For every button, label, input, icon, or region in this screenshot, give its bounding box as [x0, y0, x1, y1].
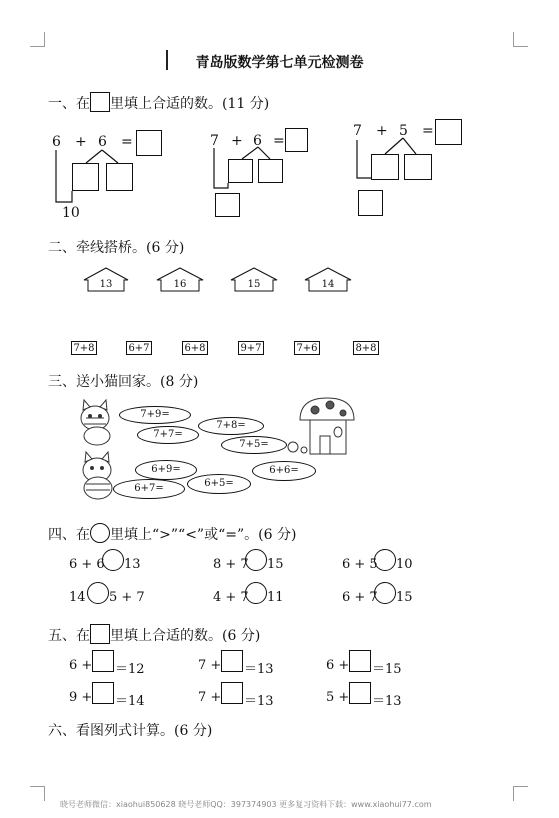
cmp-1-circle[interactable]	[102, 549, 124, 571]
cmp-5-circle[interactable]	[245, 582, 267, 604]
heading-box-icon	[90, 624, 110, 644]
section-5-heading	[48, 624, 260, 645]
cmp-5-right: 11	[267, 590, 284, 605]
fill-1-left: 6 +	[69, 658, 93, 673]
fill-4-box[interactable]	[92, 682, 114, 704]
cmp-5-left: 4 + 7	[213, 590, 249, 605]
section-4-post: 里填上“>”“<”或“=”。(6 分)	[110, 527, 297, 543]
p1-addend-a: 6	[52, 134, 61, 150]
section-1-post: 里填上合适的数。(11 分)	[110, 96, 270, 112]
p2-equals: =	[273, 133, 285, 149]
p3-addend-b: 5	[399, 123, 408, 139]
fill-4-left: 9 +	[69, 690, 93, 705]
page-title: 青岛版数学第七单元检测卷	[195, 55, 364, 71]
cat-2-icon	[83, 452, 112, 499]
section-6-heading: 六、看图列式计算。(6 分)	[48, 723, 213, 739]
fill-2-box[interactable]	[221, 650, 243, 672]
eq-7plus9[interactable]: 7+9=	[119, 406, 191, 424]
house-label-15: 15	[247, 279, 261, 290]
house-label-13: 13	[99, 279, 113, 290]
fill-3-right: ＝15	[372, 662, 402, 677]
mushroom-house-icon	[288, 398, 354, 454]
p1-plus: +	[75, 134, 87, 150]
p3-equals: =	[422, 123, 434, 139]
section-3-heading: 三、送小猫回家。(8 分)	[48, 374, 199, 390]
fill-3-box[interactable]	[349, 650, 371, 672]
p2-plus: +	[231, 133, 243, 149]
eq-7plus7[interactable]: 7+7=	[137, 426, 199, 444]
cmp-4-circle[interactable]	[87, 582, 109, 604]
eq-6plus9[interactable]: 6+9=	[135, 460, 197, 480]
eq-7plus8[interactable]: 7+8=	[198, 417, 264, 435]
section-1-pre: 一、在	[48, 96, 90, 112]
cmp-3-right: 10	[396, 557, 413, 572]
fill-5-right: ＝13	[244, 694, 274, 709]
card-6plus8[interactable]: 6+8	[182, 341, 208, 355]
section-4-pre: 四、在	[48, 527, 90, 543]
cmp-4-left: 14	[69, 590, 86, 605]
footer-note: 晓号老师微信：xiaohui850628 晓号老师QQ：397374903 更多复习资料下载：www.xiaohui77.com	[60, 800, 432, 809]
fill-6-box[interactable]	[349, 682, 371, 704]
card-6plus7[interactable]: 6+7	[126, 341, 152, 355]
p1-addend-b: 6	[98, 134, 107, 150]
p3-addend-a: 7	[353, 123, 362, 139]
p3-plus: +	[376, 123, 388, 139]
fill-5-left: 7 +	[198, 690, 222, 705]
cat-1-icon	[81, 400, 110, 445]
cmp-3-circle[interactable]	[374, 549, 396, 571]
fill-5-box[interactable]	[221, 682, 243, 704]
cmp-1-right: 13	[124, 557, 141, 572]
eq-6plus7[interactable]: 6+7=	[113, 479, 185, 499]
house-label-16: 16	[173, 279, 187, 290]
eq-6plus5[interactable]: 6+5=	[187, 474, 251, 494]
section-5-pre: 五、在	[48, 628, 90, 644]
p1-partial-sum: 10	[62, 205, 80, 221]
fill-1-right: ＝12	[115, 662, 145, 677]
card-7plus8[interactable]: 7+8	[71, 341, 97, 355]
cmp-2-left: 8 + 7	[213, 557, 249, 572]
cmp-1-left: 6 + 6	[69, 557, 105, 572]
eq-7plus5[interactable]: 7+5=	[221, 436, 287, 454]
card-7plus6[interactable]: 7+6	[294, 341, 320, 355]
section-4-heading	[48, 523, 296, 544]
section-2-heading: 二、牵线搭桥。(6 分)	[48, 240, 185, 256]
cmp-2-right: 15	[267, 557, 284, 572]
section-5-post: 里填上合适的数。(6 分)	[110, 628, 261, 644]
house-label-14: 14	[321, 279, 335, 290]
fill-1-box[interactable]	[92, 650, 114, 672]
eq-6plus6[interactable]: 6+6=	[252, 461, 316, 481]
cmp-6-right: 15	[396, 590, 413, 605]
cmp-3-left: 6 + 5	[342, 557, 378, 572]
cmp-4-right: 5 + 7	[109, 590, 145, 605]
p2-addend-a: 7	[210, 133, 219, 149]
p2-addend-b: 6	[253, 133, 262, 149]
cmp-6-left: 6 + 7	[342, 590, 378, 605]
p1-equals: =	[121, 134, 133, 150]
card-8plus8[interactable]: 8+8	[353, 341, 379, 355]
cmp-6-circle[interactable]	[374, 582, 396, 604]
fill-6-right: ＝13	[372, 694, 402, 709]
fill-3-left: 6 +	[326, 658, 350, 673]
fill-2-right: ＝13	[244, 662, 274, 677]
heading-circle-icon	[90, 523, 110, 543]
fill-4-right: ＝14	[115, 694, 145, 709]
fill-2-left: 7 +	[198, 658, 222, 673]
card-9plus7[interactable]: 9+7	[238, 341, 264, 355]
fill-6-left: 5 +	[326, 690, 350, 705]
cmp-2-circle[interactable]	[245, 549, 267, 571]
